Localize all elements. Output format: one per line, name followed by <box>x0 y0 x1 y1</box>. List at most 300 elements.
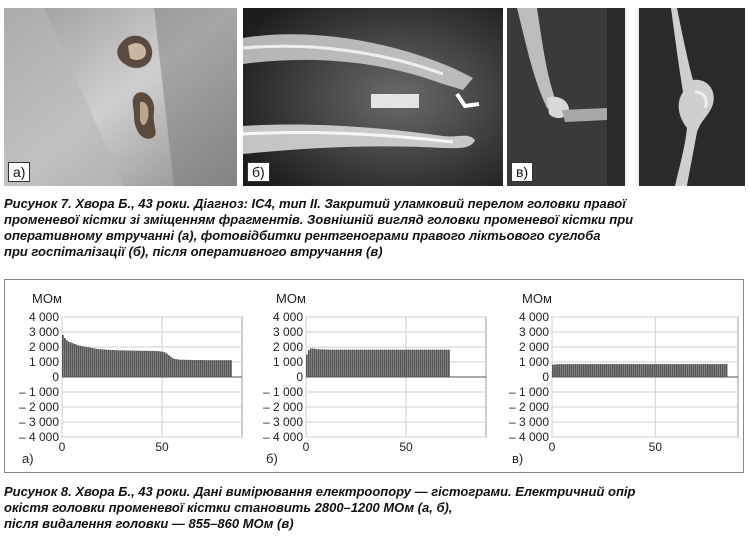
histogram-bar <box>717 364 719 377</box>
histogram-bar <box>624 364 626 377</box>
histogram-bar <box>66 340 68 377</box>
histogram-bar <box>610 364 612 377</box>
histogram-bar <box>573 364 575 377</box>
histogram-bar <box>154 351 156 377</box>
y-tick-label: 1 000 <box>518 355 549 369</box>
histogram-bar <box>676 364 678 377</box>
histogram-bar <box>444 350 446 377</box>
histogram-bar <box>194 360 196 377</box>
histogram-bar <box>697 364 699 377</box>
histogram-bar <box>414 350 416 377</box>
histogram-bar <box>701 364 703 377</box>
photo-label-b: б) <box>247 162 270 182</box>
histogram-bar <box>606 364 608 377</box>
photo-intraoperative-radial-head <box>4 8 237 186</box>
histogram-bar <box>672 364 674 377</box>
histogram-bar <box>168 355 170 377</box>
histogram-bar <box>666 364 668 377</box>
histogram-bar <box>426 350 428 377</box>
y-axis-unit-label: МОм <box>276 291 306 306</box>
histogram-bar <box>380 350 382 377</box>
histogram-bar <box>362 350 364 377</box>
histogram-bar <box>158 351 160 377</box>
histogram-bar <box>378 350 380 377</box>
histogram-bar <box>180 360 182 377</box>
histogram-bar <box>314 349 316 377</box>
x-tick-label: 0 <box>58 440 66 454</box>
histogram-bar <box>432 350 434 377</box>
histogram-bar <box>616 364 618 377</box>
histogram-bar <box>608 364 610 377</box>
x-tick-label: 50 <box>399 440 413 454</box>
histogram-bar <box>645 364 647 377</box>
histogram-bar <box>218 360 220 377</box>
histogram-bar <box>332 350 334 377</box>
histogram-bar <box>148 351 150 377</box>
histogram-bar <box>668 364 670 377</box>
histogram-bar <box>564 364 566 377</box>
histogram-bar <box>558 364 560 377</box>
x-tick-label: 50 <box>155 440 169 454</box>
caption-line: при госпіталізації (б), після оперативного втручання (в) <box>4 244 383 259</box>
histogram-bar <box>348 350 350 377</box>
histogram-bar <box>643 364 645 377</box>
histogram-bar <box>662 364 664 377</box>
histogram-bar <box>430 350 432 377</box>
histogram-bar <box>693 364 695 377</box>
y-tick-label: – 4 000 <box>508 430 549 444</box>
histogram-bar <box>703 364 705 377</box>
histogram-bar <box>230 360 232 377</box>
histogram-bar <box>620 364 622 377</box>
histogram-bar <box>142 351 144 377</box>
histogram-bar <box>446 350 448 377</box>
histogram-bar <box>651 364 653 377</box>
histogram-bar <box>80 346 82 377</box>
histogram-bar <box>396 350 398 377</box>
histogram-bar <box>562 364 564 377</box>
histogram-bar <box>228 360 230 377</box>
histogram-bar <box>352 350 354 377</box>
histogram-bar <box>88 347 90 377</box>
histogram-bar <box>618 364 620 377</box>
figure8-caption <box>4 484 635 532</box>
histogram-bar <box>709 364 711 377</box>
histogram-bar <box>595 364 597 377</box>
histogram-bar <box>62 335 64 377</box>
photo-label-c: в) <box>511 162 533 182</box>
histogram-bar <box>715 364 717 377</box>
histogram-bar <box>204 360 206 377</box>
histogram-bar <box>678 364 680 377</box>
histogram-bar <box>585 364 587 377</box>
histogram-bar <box>152 351 154 377</box>
histogram-bar <box>688 364 690 377</box>
histogram-bar <box>428 350 430 377</box>
histogram-bar <box>188 360 190 377</box>
histogram-bar <box>146 351 148 377</box>
y-axis-unit-label: МОм <box>522 291 552 306</box>
caption-line: Рисунок 8. Хвора Б., 43 роки. Дані вимірювання електроопору — гістограми. Електричний опір <box>4 484 636 499</box>
histogram-bar <box>724 364 726 377</box>
histogram-bar <box>448 350 450 377</box>
histogram-bar <box>306 355 308 378</box>
histogram-bar <box>699 364 701 377</box>
caption-line: після видалення головки — 855–860 МОм (в) <box>4 516 294 531</box>
histogram-bar <box>98 349 100 377</box>
histogram-bar <box>684 364 686 377</box>
histogram-bar <box>420 350 422 377</box>
histogram-bar <box>128 350 130 377</box>
histogram-bar <box>340 350 342 377</box>
histogram-bar <box>402 350 404 377</box>
histogram-bar <box>112 350 114 377</box>
histogram-bar <box>346 350 348 377</box>
histogram-bar <box>631 364 633 377</box>
histogram-bar <box>178 360 180 377</box>
histogram-bar <box>330 350 332 377</box>
y-tick-label: 4 000 <box>28 310 59 324</box>
histogram-bar <box>104 350 106 377</box>
histogram-bar <box>132 351 134 377</box>
histogram-bar <box>336 350 338 377</box>
histogram-bar <box>224 360 226 377</box>
histogram-bar <box>90 348 92 377</box>
histogram-bar <box>366 350 368 377</box>
histogram-bar <box>364 350 366 377</box>
histogram-bar <box>110 350 112 377</box>
histogram-bar <box>434 350 436 377</box>
histogram-bar <box>680 364 682 377</box>
histogram-bar <box>382 350 384 377</box>
histogram-bar <box>94 349 96 378</box>
histogram-bar <box>170 357 172 377</box>
histogram-bar <box>569 364 571 377</box>
histogram-bar <box>647 364 649 377</box>
caption-line: оперативному втручанні (а), фотовідбитки рентгенограми правого ліктьового суглоба <box>4 228 601 243</box>
histogram-bar <box>356 350 358 377</box>
panel-label: а) <box>22 451 34 466</box>
histogram-bar <box>226 360 228 377</box>
histogram-bar <box>116 350 118 377</box>
histogram-bar <box>78 346 80 378</box>
histogram-bar <box>436 350 438 377</box>
histogram-bar <box>360 350 362 377</box>
panel-label: в) <box>512 451 524 466</box>
histogram-bar <box>126 350 128 377</box>
histogram-bar <box>591 364 593 377</box>
histogram-bar <box>196 360 198 377</box>
histogram-bar <box>566 364 568 377</box>
histogram-bar <box>344 350 346 377</box>
y-tick-label: 0 <box>296 370 303 384</box>
histogram-bar <box>312 349 314 378</box>
histogram-bar <box>138 351 140 377</box>
y-tick-label: 2 000 <box>518 340 549 354</box>
y-tick-label: – 3 000 <box>262 415 303 429</box>
histogram-bar <box>593 364 595 377</box>
y-tick-label: – 2 000 <box>262 400 303 414</box>
histogram-bar <box>416 350 418 377</box>
histogram-bar <box>628 364 630 377</box>
histogram-bar <box>96 349 98 377</box>
histogram-bar <box>324 350 326 377</box>
histograms-svg <box>5 280 745 474</box>
y-tick-label: 3 000 <box>28 325 59 339</box>
histogram-bar <box>682 364 684 377</box>
histogram-bar <box>554 364 556 377</box>
histogram-bar <box>320 349 322 377</box>
histogram-bar <box>74 344 76 377</box>
histogram-bar <box>108 350 110 377</box>
histogram-bar <box>639 364 641 377</box>
histogram-bar <box>556 364 558 377</box>
histogram-bar <box>122 350 124 377</box>
histogram-bar <box>374 350 376 377</box>
caption-line: окістя головки променевої кістки становить 2800–1200 МОм (а, б), <box>4 500 453 515</box>
histogram-bar <box>186 360 188 377</box>
histogram-bar <box>84 347 86 377</box>
histogram-panel <box>4 279 744 473</box>
y-axis-unit-label: МОм <box>32 291 62 306</box>
histogram-bar <box>210 360 212 377</box>
histogram-bar <box>308 350 310 377</box>
histogram-bar <box>440 350 442 377</box>
y-tick-label: – 1 000 <box>18 385 59 399</box>
histogram-bar <box>719 364 721 377</box>
histogram-bar <box>626 364 628 377</box>
histogram-bar <box>418 350 420 377</box>
histogram-bar <box>600 364 602 377</box>
y-tick-label: 2 000 <box>28 340 59 354</box>
histogram-bar <box>342 350 344 377</box>
histogram-bar <box>386 350 388 377</box>
histogram-bar <box>641 364 643 377</box>
histogram-bar <box>664 364 666 377</box>
histogram-bar <box>579 364 581 377</box>
histogram-bar <box>202 360 204 377</box>
histogram-bar <box>422 350 424 377</box>
histogram-bar <box>577 364 579 377</box>
histogram-bar <box>424 350 426 377</box>
histogram-bar <box>637 364 639 377</box>
histogram-bar <box>72 343 74 377</box>
histogram-bar <box>659 364 661 377</box>
histogram-bar <box>326 350 328 377</box>
histogram-bar <box>370 350 372 377</box>
histogram-bar <box>633 364 635 377</box>
histogram-bar <box>86 347 88 377</box>
histogram-bar <box>406 350 408 377</box>
histogram-bar <box>322 349 324 377</box>
histogram-bar <box>404 350 406 377</box>
histogram-bar <box>76 345 78 377</box>
histogram-bar <box>655 364 657 377</box>
caption-line: Рисунок 7. Хвора Б., 43 роки. Діагноз: IC4, тип II. Закритий уламковий перелом головки правої <box>4 196 626 211</box>
photo-label-a: а) <box>8 162 30 182</box>
histogram-bar <box>212 360 214 377</box>
x-tick-label: 0 <box>302 440 310 454</box>
histogram-bar <box>583 364 585 377</box>
histogram-bar <box>388 350 390 377</box>
histogram-bar <box>144 351 146 377</box>
histogram-bar <box>114 350 116 377</box>
histogram-bar <box>310 349 312 378</box>
histogram-bar <box>670 364 672 377</box>
histogram-bar <box>182 360 184 377</box>
histogram-bar <box>571 364 573 377</box>
xray-postop-image <box>507 8 745 186</box>
y-tick-label: – 1 000 <box>508 385 549 399</box>
histogram-bar <box>216 360 218 377</box>
histogram-bar <box>350 350 352 377</box>
histogram-bar <box>392 350 394 377</box>
histogram-bar <box>711 364 713 377</box>
histogram-bar <box>316 349 318 377</box>
histogram-bar <box>220 360 222 377</box>
histogram-bar <box>410 350 412 377</box>
histogram-bar <box>412 350 414 377</box>
histogram-bar <box>318 349 320 377</box>
histogram-bar <box>174 359 176 377</box>
y-tick-label: 3 000 <box>272 325 303 339</box>
histogram-bar <box>384 350 386 377</box>
histogram-bar <box>394 350 396 377</box>
histogram-bar <box>222 360 224 377</box>
histogram-bar <box>721 364 723 377</box>
y-tick-label: 0 <box>52 370 59 384</box>
histogram-bar <box>134 351 136 377</box>
y-tick-label: 2 000 <box>272 340 303 354</box>
figure7-caption <box>4 196 633 260</box>
histogram-bar <box>100 349 102 377</box>
histogram-bar <box>206 360 208 377</box>
histogram-bar <box>208 360 210 377</box>
histogram-bar <box>604 364 606 377</box>
histogram-bar <box>674 364 676 377</box>
histogram-bar <box>635 364 637 377</box>
histogram-bar <box>442 350 444 377</box>
histogram-bar <box>166 354 168 377</box>
y-tick-label: – 4 000 <box>18 430 59 444</box>
photo-xray-postoperative <box>507 8 745 186</box>
histogram-bar <box>160 352 162 378</box>
histogram-bar <box>581 364 583 377</box>
y-tick-label: – 3 000 <box>508 415 549 429</box>
histogram-bar <box>192 360 194 377</box>
histogram-bar <box>124 350 126 377</box>
histogram-bar <box>408 350 410 377</box>
histogram-bar <box>328 350 330 377</box>
histogram-bar <box>136 351 138 377</box>
y-tick-label: 0 <box>542 370 549 384</box>
histogram-bar <box>390 350 392 377</box>
histogram-bar <box>612 364 614 377</box>
histogram-bar <box>726 364 728 377</box>
y-tick-label: – 3 000 <box>18 415 59 429</box>
histogram-bar <box>657 364 659 377</box>
histogram-bar <box>82 346 84 377</box>
x-tick-label: 0 <box>548 440 556 454</box>
histogram-bar <box>130 351 132 377</box>
y-tick-label: 3 000 <box>518 325 549 339</box>
histogram-bar <box>649 364 651 377</box>
y-tick-label: 1 000 <box>28 355 59 369</box>
histogram-bar <box>140 351 142 377</box>
histogram-bar <box>68 342 70 377</box>
histogram-bar <box>398 350 400 377</box>
histogram-bar <box>198 360 200 377</box>
histogram-bar <box>214 360 216 377</box>
y-tick-label: 1 000 <box>272 355 303 369</box>
histogram-bar <box>400 350 402 377</box>
histogram-bar <box>705 364 707 377</box>
intraoperative-photo-image <box>4 8 237 186</box>
histogram-bar <box>120 350 122 377</box>
histogram-bar <box>358 350 360 377</box>
histogram-bar <box>690 364 692 377</box>
histogram-bar <box>190 360 192 377</box>
histogram-bar <box>102 349 104 377</box>
histogram-bar <box>575 364 577 377</box>
histogram-bar <box>162 352 164 377</box>
histogram-bar <box>713 364 715 377</box>
histogram-bar <box>184 360 186 377</box>
y-tick-label: – 2 000 <box>508 400 549 414</box>
histogram-bar <box>597 364 599 377</box>
histogram-bar <box>354 350 356 377</box>
histogram-bar <box>164 352 166 377</box>
histogram-bar <box>602 364 604 377</box>
histogram-bar <box>172 358 174 377</box>
histogram-bar <box>106 350 108 377</box>
histogram-bar <box>200 360 202 377</box>
histogram-bar <box>622 364 624 377</box>
y-tick-label: – 2 000 <box>18 400 59 414</box>
photo-xray-admission <box>243 8 503 186</box>
histogram-bar <box>64 338 66 377</box>
y-tick-label: 4 000 <box>272 310 303 324</box>
histogram-bar <box>338 350 340 377</box>
histogram-bar <box>560 364 562 377</box>
histogram-bar <box>587 364 589 377</box>
histogram-bar <box>334 350 336 377</box>
histogram-bar <box>707 364 709 377</box>
y-tick-label: 4 000 <box>518 310 549 324</box>
histogram-bar <box>372 350 374 377</box>
caption-line: променевої кістки зі зміщенням фрагментів. Зовнішній вигляд головки променевої кістки при <box>4 212 634 227</box>
histogram-bar <box>686 364 688 377</box>
histogram-bar <box>552 365 554 377</box>
histogram-bar <box>150 351 152 377</box>
y-tick-label: – 4 000 <box>262 430 303 444</box>
histogram-bar <box>368 350 370 377</box>
histogram-bar <box>118 350 120 377</box>
histogram-bar <box>589 364 591 377</box>
histogram-bar <box>614 364 616 377</box>
histogram-bar <box>438 350 440 377</box>
histogram-bar <box>70 343 72 378</box>
histogram-bar <box>376 350 378 377</box>
y-tick-label: – 1 000 <box>262 385 303 399</box>
histogram-bar <box>695 364 697 377</box>
x-tick-label: 50 <box>648 440 663 454</box>
xray-admission-image <box>243 8 503 186</box>
histogram-bar <box>653 364 655 377</box>
histogram-bar <box>176 359 178 377</box>
panel-label: б) <box>266 451 278 466</box>
histogram-bar <box>156 351 158 377</box>
